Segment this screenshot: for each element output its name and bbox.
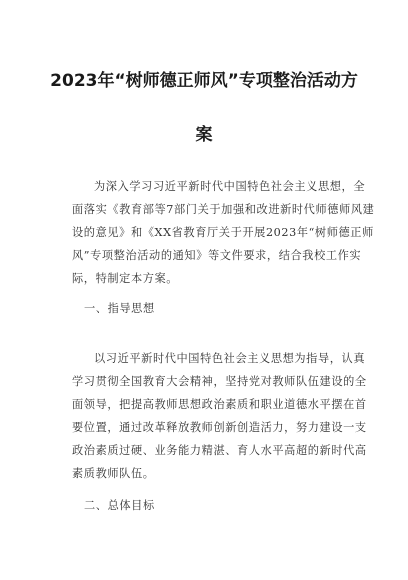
paragraph-line: 以习近平新时代中国特色社会主义思想为指导，认真 [94,352,366,365]
intro-line: 风”专项整治活动的通知》等文件要求，结合我校工作实 [72,249,362,262]
section-heading-overall-goals: 二、总体目标 [84,499,155,512]
intro-line: 际，特制定本方案。 [72,272,179,285]
intro-paragraph [72,175,375,290]
paragraph-line: 面领导，把提高教师思想政治素质和职业道德水平摆在首 [72,398,367,411]
intro-line: 为深入学习习近平新时代中国特色社会主义思想，全 [94,180,366,193]
document-title-line-1: 2023年“树师德正师风”专项整治活动方 [50,71,358,91]
section-heading-guiding-ideology: 一、指导思想 [84,302,155,315]
document-title-line-2: 案 [195,125,213,145]
paragraph-line: 政治素质过硬、业务能力精湛、育人水平高超的新时代高 [72,444,367,457]
paragraph-line: 要位置，通过改革释放教师创新创造活力，努力建设一支 [72,421,367,434]
paragraph-line: 学习贯彻全国教育大会精神，坚持党对教师队伍建设的全 [72,375,367,388]
guiding-ideology-paragraph [72,347,367,485]
intro-line: 面落实《教育部等7部门关于加强和改进新时代师德师风建 [72,203,375,216]
paragraph-line: 素质教师队伍。 [72,467,155,480]
intro-line: 设的意见》和《XX省教育厅关于开展2023年“树师德正师 [72,226,374,239]
